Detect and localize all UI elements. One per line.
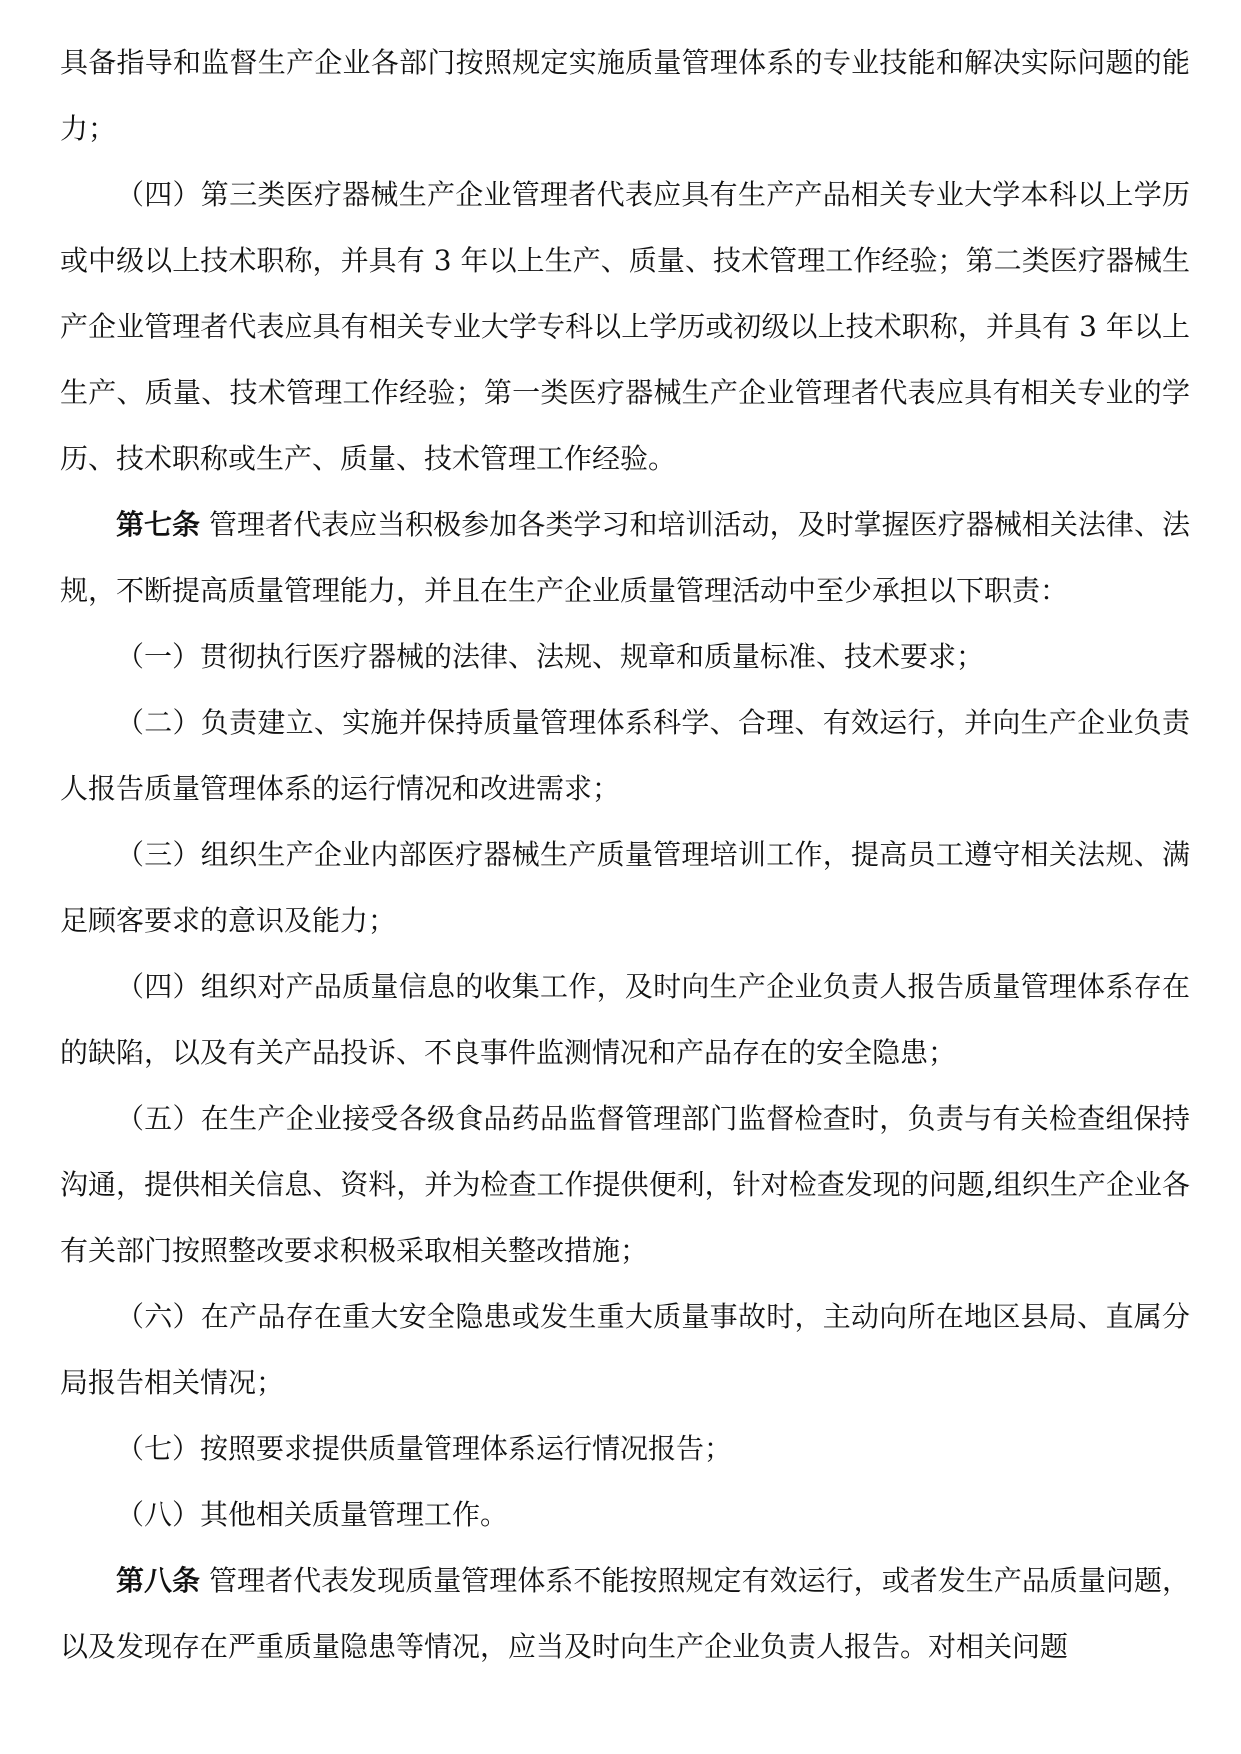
- duty-item-3: [60, 822, 1190, 954]
- duty-item-8: [60, 1482, 1190, 1548]
- duty-item-5: [60, 1086, 1190, 1284]
- paragraph-continuation: [60, 30, 1190, 162]
- paragraph-text: 管理者代表应当积极参加各类学习和培训活动，及时掌握医疗器械相关法律、法规，不断提高质量管理能力，并且在生产企业质量管理活动中至少承担以下职责：: [60, 508, 1190, 607]
- duty-item-7: [60, 1416, 1190, 1482]
- paragraph-item-4-qualification: [60, 162, 1190, 492]
- article-8: [60, 1548, 1190, 1680]
- paragraph-text: （三）组织生产企业内部医疗器械生产质量管理培训工作，提高员工遵守相关法规、满足顾客要求的意识及能力；: [60, 838, 1190, 937]
- duty-item-2: [60, 690, 1190, 822]
- duty-item-1: [60, 624, 1190, 690]
- paragraph-text: 管理者代表发现质量管理体系不能按照规定有效运行，或者发生产品质量问题，以及发现存在严重质量隐患等情况，应当及时向生产企业负责人报告。对相关问题: [60, 1564, 1190, 1663]
- article-heading: 第八条: [116, 1564, 201, 1597]
- document-page: [60, 30, 1190, 1680]
- paragraph-text: （七）按照要求提供质量管理体系运行情况报告；: [116, 1432, 733, 1465]
- paragraph-text: （六）在产品存在重大安全隐患或发生重大质量事故时，主动向所在地区县局、直属分局报告相关情况；: [60, 1300, 1190, 1399]
- paragraph-text: （四）第三类医疗器械生产企业管理者代表应具有生产产品相关专业大学本科以上学历或中级以上技术职称，并具有 3 年以上生产、质量、技术管理工作经验；第二类医疗器械生产企业管理者代表应具有相关专业大学专科以上学历或初级以上技术职称，并具有 3 年以上生产、质量、技术管理工作经验；第一类医疗器械生产企业管理者代表应具有相关专业的学历、技术职称或生产、质量、技术管理工作经验。: [60, 178, 1190, 475]
- paragraph-text: 具备指导和监督生产企业各部门按照规定实施质量管理体系的专业技能和解决实际问题的能力；: [60, 46, 1190, 145]
- paragraph-text: （八）其他相关质量管理工作。: [116, 1498, 509, 1531]
- article-heading: 第七条: [116, 508, 201, 541]
- paragraph-text: （五）在生产企业接受各级食品药品监督管理部门监督检查时，负责与有关检查组保持沟通，提供相关信息、资料，并为检查工作提供便利，针对检查发现的问题,组织生产企业各有关部门按照整改要求积极采取相关整改措施；: [60, 1102, 1190, 1267]
- article-7: [60, 492, 1190, 624]
- duty-item-6: [60, 1284, 1190, 1416]
- duty-item-4: [60, 954, 1190, 1086]
- paragraph-text: （四）组织对产品质量信息的收集工作，及时向生产企业负责人报告质量管理体系存在的缺陷，以及有关产品投诉、不良事件监测情况和产品存在的安全隐患；: [60, 970, 1190, 1069]
- paragraph-text: （一）贯彻执行医疗器械的法律、法规、规章和质量标准、技术要求；: [116, 640, 985, 673]
- paragraph-text: （二）负责建立、实施并保持质量管理体系科学、合理、有效运行，并向生产企业负责人报告质量管理体系的运行情况和改进需求；: [60, 706, 1190, 805]
